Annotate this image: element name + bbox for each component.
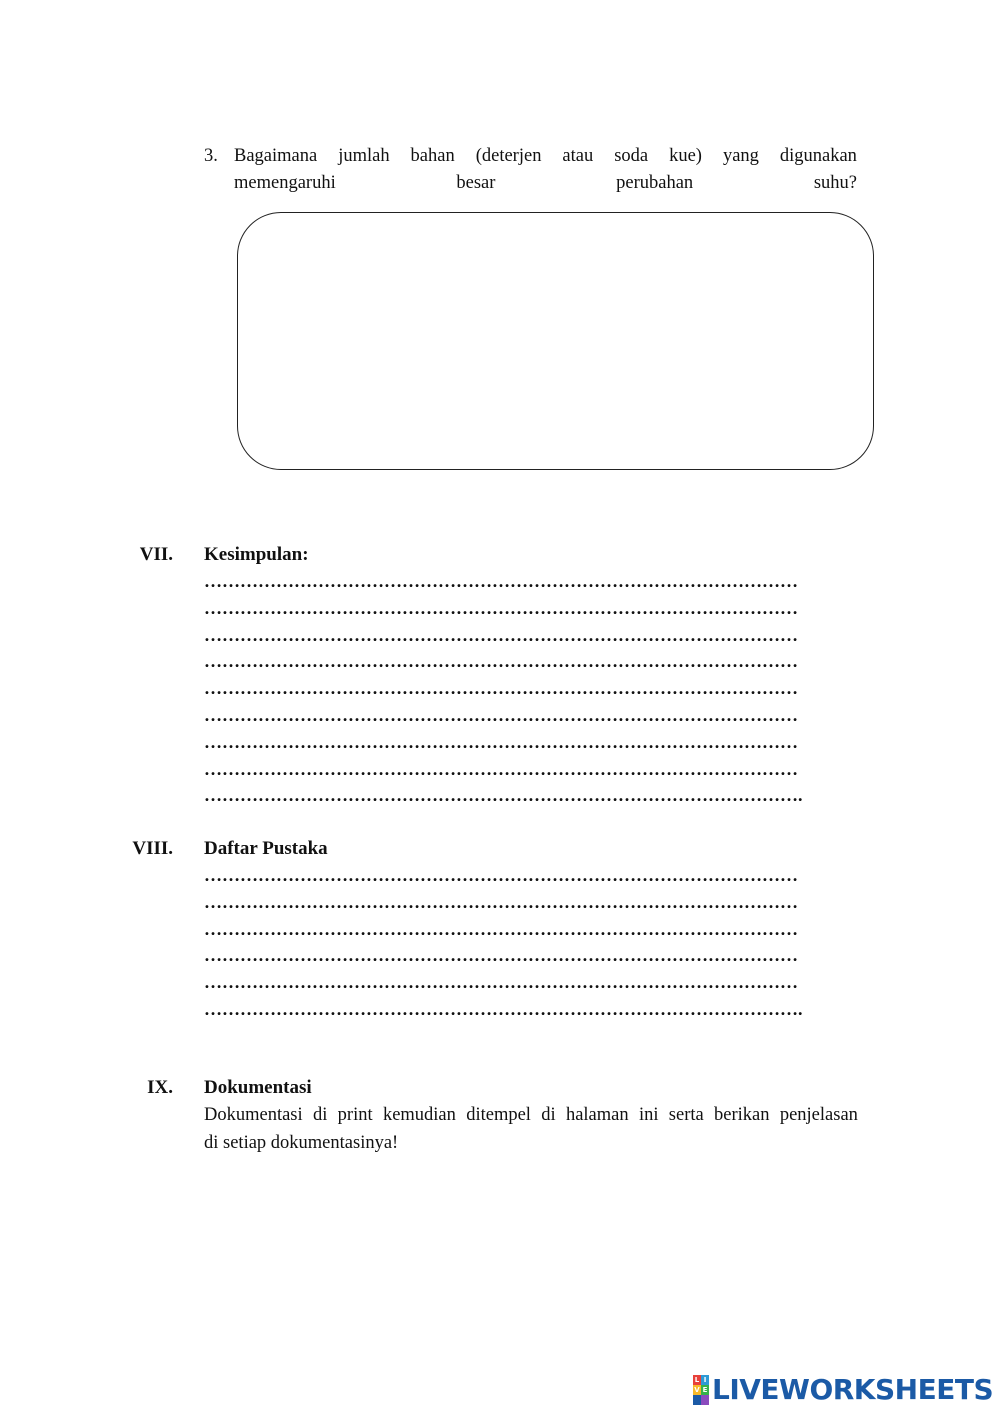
dot-line[interactable]: ……………………………………………………………………………………… xyxy=(204,624,798,645)
kesimpulan-dot-lines[interactable] xyxy=(204,568,864,809)
dot-line[interactable]: ………………………………………………………………………………………. xyxy=(204,785,803,806)
dot-line[interactable]: ……………………………………………………………………………………… xyxy=(204,945,798,966)
logo-mark-cell: I xyxy=(701,1375,709,1385)
liveworksheets-logo-mark-icon xyxy=(693,1375,709,1405)
question-word: suhu? xyxy=(813,173,857,193)
question-word: perubahan xyxy=(616,173,694,193)
section-number: IX. xyxy=(147,1077,173,1098)
dokumentasi-word: berikan xyxy=(714,1105,770,1125)
question-word: atau xyxy=(562,146,594,166)
liveworksheets-logo-text: LIVEWORKSHEETS xyxy=(712,1373,994,1406)
dokumentasi-word: print xyxy=(337,1105,373,1125)
answer-box[interactable] xyxy=(237,212,874,470)
logo-mark-cell: V xyxy=(694,1386,700,1394)
question-word: bahan xyxy=(410,146,455,166)
dokumentasi-text-line-1 xyxy=(204,1101,858,1129)
logo-mark-cell xyxy=(693,1395,701,1405)
dot-line[interactable]: ……………………………………………………………………………………… xyxy=(204,597,798,618)
question-word: besar xyxy=(456,173,496,193)
question-word: jumlah xyxy=(338,146,390,166)
dokumentasi-word: di xyxy=(541,1105,556,1125)
section-title: Daftar Pustaka xyxy=(204,838,328,859)
question-word: soda xyxy=(614,146,649,166)
dokumentasi-text-line-2: di setiap dokumentasinya! xyxy=(204,1133,399,1153)
section-number: VII. xyxy=(139,544,173,565)
dot-line[interactable]: ……………………………………………………………………………………… xyxy=(204,918,798,939)
section-title: Kesimpulan: xyxy=(204,544,309,565)
dot-line[interactable]: ……………………………………………………………………………………… xyxy=(204,865,798,885)
dokumentasi-word: di xyxy=(312,1105,328,1125)
question-word: digunakan xyxy=(779,146,857,166)
dot-line[interactable]: ……………………………………………………………………………………… xyxy=(204,731,798,752)
question-number: 3. xyxy=(204,146,218,166)
question-word: memengaruhi xyxy=(234,173,336,193)
question-word: kue) xyxy=(669,146,702,166)
logo-mark-cell xyxy=(701,1395,709,1405)
dot-line[interactable]: ……………………………………………………………………………………… xyxy=(204,758,798,779)
section-title: Dokumentasi xyxy=(204,1077,312,1098)
dokumentasi-word: penjelasan xyxy=(779,1105,858,1125)
question-text-line-2 xyxy=(234,170,857,197)
dot-line[interactable]: ……………………………………………………………………………………… xyxy=(204,891,798,912)
dokumentasi-word: serta xyxy=(668,1105,704,1125)
dokumentasi-word: Dokumentasi xyxy=(204,1105,303,1125)
dot-line[interactable]: ……………………………………………………………………………………… xyxy=(204,704,798,725)
dot-line[interactable]: ……………………………………………………………………………………… xyxy=(204,972,798,993)
section-number: VIII. xyxy=(132,838,173,859)
liveworksheets-logo xyxy=(693,1373,993,1407)
question-word: Bagaimana xyxy=(234,146,318,166)
dokumentasi-word: halaman xyxy=(565,1105,629,1125)
dokumentasi-word: kemudian xyxy=(382,1105,456,1125)
dokumentasi-word: ini xyxy=(638,1105,659,1125)
question-word: yang xyxy=(722,146,759,166)
logo-mark-cell: L xyxy=(694,1376,700,1384)
dot-line[interactable]: ……………………………………………………………………………………… xyxy=(204,651,798,672)
dot-line[interactable]: ……………………………………………………………………………………… xyxy=(204,678,798,699)
dot-line[interactable]: ………………………………………………………………………………………. xyxy=(204,998,803,1019)
dokumentasi-word: ditempel xyxy=(466,1105,531,1125)
logo-mark-cell: E xyxy=(702,1386,708,1394)
question-text-line-1 xyxy=(234,143,857,170)
dokumentasi-instructions xyxy=(204,1101,858,1157)
question-word: (deterjen xyxy=(475,146,542,166)
dot-line[interactable]: ……………………………………………………………………………………… xyxy=(204,571,798,591)
daftar-pustaka-dot-lines[interactable] xyxy=(204,862,864,1023)
